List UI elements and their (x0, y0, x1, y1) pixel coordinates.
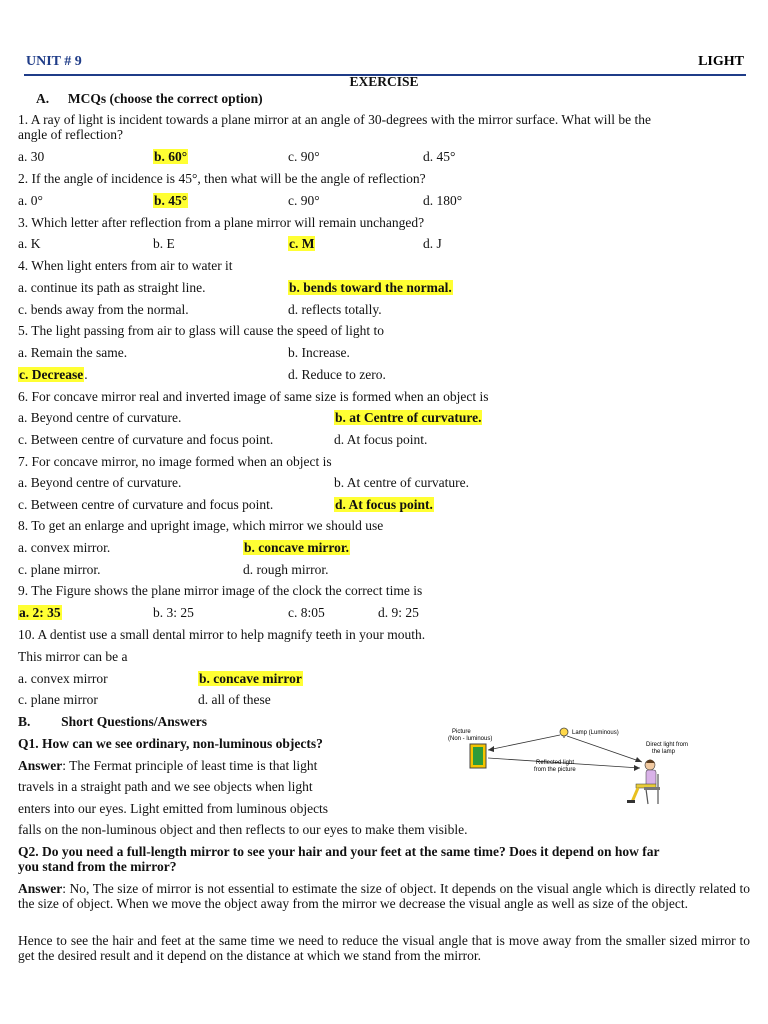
sq2-answer-label: Answer (18, 881, 63, 896)
q2-option-d: d. 180° (423, 193, 463, 208)
sq1-answer-line-2: travels in a straight path and we see objects when light (18, 779, 313, 794)
exercise-title: EXERCISE (349, 74, 419, 89)
q8-text: 8. To get an enlarge and upright image, which mirror we should use (18, 518, 384, 533)
q4-option-b-correct: b. bends toward the normal. (289, 280, 452, 295)
q10-option-d: d. all of these (198, 692, 271, 707)
q1-text: 1. A ray of light is incident towards a plane mirror at an angle of 30-degrees with the mirror surface. What will be the (18, 112, 651, 127)
section-b-label: B. (18, 714, 31, 729)
q5-text: 5. The light passing from air to glass will cause the speed of light to (18, 323, 385, 338)
section-b-heading (18, 714, 207, 729)
q2-text: 2. If the angle of incidence is 45°, then what will be the angle of reflection? (18, 171, 426, 186)
q6-option-d: d. At focus point. (334, 432, 428, 447)
reflected-light-label-2: from the picture (534, 767, 576, 773)
q10-option-b-correct: b. concave mirror (199, 671, 302, 686)
q1-text-cont: angle of reflection? (18, 127, 123, 142)
sq2-answer-paragraph (18, 881, 750, 911)
sq1-question: Q1. How can we see ordinary, non-luminous objects? (18, 736, 323, 751)
q5-option-d: d. Reduce to zero. (288, 367, 386, 382)
q7-text: 7. For concave mirror, no image formed when an object is (18, 454, 332, 469)
lamp-label: Lamp (Luminous) (572, 730, 619, 736)
light-reflection-diagram (446, 724, 716, 806)
q8-option-b-correct: b. concave mirror. (244, 540, 349, 555)
picture-label-1: Picture (452, 729, 471, 735)
picture-label-2: (Non - luminous) (448, 736, 493, 742)
q7-option-a: a. Beyond centre of curvature. (18, 475, 182, 490)
page-header (24, 52, 746, 72)
q7-option-d-correct: d. At focus point. (335, 497, 433, 512)
q3-option-c-correct: c. M (289, 236, 315, 251)
q8-option-a: a. convex mirror. (18, 540, 111, 555)
q10-text: 10. A dentist use a small dental mirror to help magnify teeth in your mouth. (18, 627, 426, 642)
lamp-icon (560, 728, 568, 738)
sq1-answer-line-1 (18, 758, 317, 773)
sq2-answer-text: : No, The size of mirror is not essential to estimate the size of object. It depends on the visual angle which is directly related to the size of object. When we move the object away from the mirror we decrease the visual angle as well as size of the object. (18, 881, 750, 911)
q4-option-c: c. bends away from the normal. (18, 302, 189, 317)
topic-label: LIGHT (698, 54, 744, 69)
person-icon (627, 760, 656, 804)
q7-option-b: b. At centre of curvature. (334, 475, 469, 490)
sq1-answer-label: Answer (18, 758, 63, 773)
q10-option-c: c. plane mirror (18, 692, 98, 707)
q1-option-d: d. 45° (423, 149, 456, 164)
q9-option-d: d. 9: 25 (378, 605, 419, 620)
q9-option-a-correct: a. 2: 35 (19, 605, 61, 620)
q2-option-c: c. 90° (288, 193, 320, 208)
sq1-answer-text-1: : The Fermat principle of least time is that light (62, 758, 318, 773)
q2-option-b-correct: b. 45° (154, 193, 188, 208)
q9-option-b: b. 3: 25 (153, 605, 194, 620)
q9-text: 9. The Figure shows the plane mirror image of the clock the correct time is (18, 583, 423, 598)
q2-option-a: a. 0° (18, 193, 43, 208)
section-b-title: Short Questions/Answers (61, 714, 208, 729)
direct-light-label-1: Direct light from (646, 742, 689, 748)
q9-option-c: c. 8:05 (288, 605, 325, 620)
q1-option-c: c. 90° (288, 149, 320, 164)
q3-option-a: a. K (18, 236, 41, 251)
picture-icon (470, 744, 486, 768)
sq2-question-cont: you stand from the mirror? (18, 859, 177, 874)
q8-option-d: d. rough mirror. (243, 562, 329, 577)
section-a-title: MCQs (choose the correct option) (67, 91, 263, 106)
sq2-answer-paragraph-2: Hence to see the hair and feet at the same time we need to reduce the visual angle that is move away from the smaller sized mirror to get the desired result and it depend on the distance at which we stand from the mirror. (18, 933, 750, 963)
q6-option-c: c. Between centre of curvature and focus point. (18, 432, 274, 447)
q4-text: 4. When light enters from air to water it (18, 258, 233, 273)
section-a-heading (36, 91, 263, 106)
q6-option-a: a. Beyond centre of curvature. (18, 410, 182, 425)
q3-option-d: d. J (423, 236, 442, 251)
q3-text: 3. Which letter after reflection from a plane mirror will remain unchanged? (18, 215, 425, 230)
q1-option-b-correct: b. 60° (154, 149, 188, 164)
q3-option-b: b. E (153, 236, 175, 251)
direct-light-label-2: the lamp (652, 749, 676, 755)
q6-option-b-correct: b. at Centre of curvature. (335, 410, 482, 425)
q5-option-a: a. Remain the same. (18, 345, 128, 360)
sq1-answer-line-4: falls on the non-luminous object and then reflects to our eyes to make them visible. (18, 822, 468, 837)
q10-option-a: a. convex mirror (18, 671, 108, 686)
q8-option-c: c. plane mirror. (18, 562, 101, 577)
q5-option-c-period: . (84, 367, 88, 382)
q5-option-b: b. Increase. (288, 345, 350, 360)
q7-option-c: c. Between centre of curvature and focus point. (18, 497, 274, 512)
unit-label: UNIT # 9 (26, 54, 82, 69)
q4-option-d: d. reflects totally. (288, 302, 382, 317)
q10-text-cont: This mirror can be a (18, 649, 128, 664)
q1-option-a: a. 30 (18, 149, 45, 164)
sq1-answer-line-3: enters into our eyes. Light emitted from luminous objects (18, 801, 329, 816)
q5-option-c-correct: c. Decrease (19, 367, 84, 382)
section-a-label: A. (36, 91, 50, 106)
sq2-question: Q2. Do you need a full-length mirror to see your hair and your feet at the same time? Does it depend on how far (18, 844, 660, 859)
reflected-light-label-1: Reflected light (536, 760, 575, 766)
q4-option-a: a. continue its path as straight line. (18, 280, 206, 295)
q6-text: 6. For concave mirror real and inverted image of same size is formed when an object is (18, 389, 489, 404)
